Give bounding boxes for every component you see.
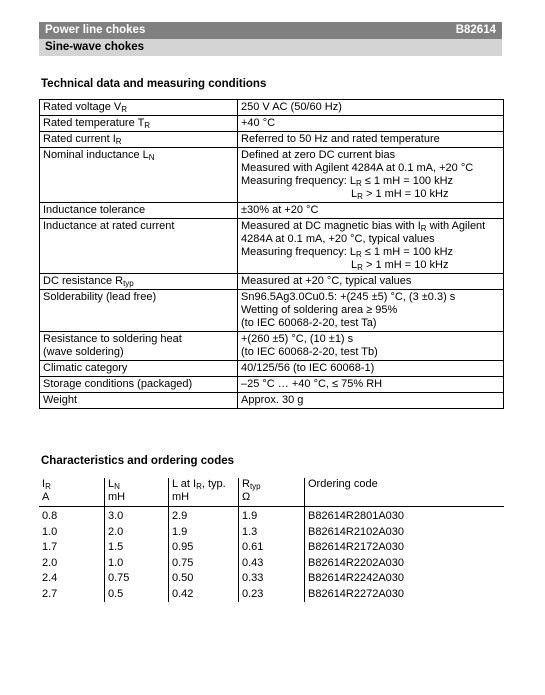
table-cell: 1.0: [42, 525, 58, 538]
table-cell: 2.0: [42, 556, 58, 569]
param-cell: Weight: [40, 393, 238, 409]
table-row: [40, 393, 504, 409]
table-cell: 0.23: [239, 587, 305, 603]
table-cell: 0.95: [169, 540, 239, 556]
param-cell: Rated voltage $V_R$: [40, 100, 238, 116]
table-row: [40, 274, 504, 290]
table-cell: B82614R2272A030: [305, 587, 505, 603]
table-row: [39, 556, 504, 572]
table-row: [40, 116, 504, 132]
value-cell: –25 °C … +40 °C, ≤ 75% RH: [238, 377, 504, 393]
col-header-ordering-code: Ordering code: [305, 478, 505, 507]
header-part-number: B82614: [455, 24, 496, 36]
header-subtitle: Sine-wave chokes: [45, 41, 145, 53]
table-row: [39, 571, 504, 587]
table-cell: 2.0: [105, 525, 169, 541]
col-header-ln: $L_N$ mH: [105, 478, 169, 507]
param-cell: Rated temperature $T_R$: [40, 116, 238, 132]
table-cell: B82614R2202A030: [305, 556, 505, 572]
header-category: Power line chokes: [45, 24, 146, 36]
value-cell: Approx. 30 g: [238, 393, 504, 409]
value-cell: Measured at DC magnetic bias with $I_R$ with Agilent 4284A at 0.1 mA, +20 °C, typical values Measuring frequency: $L_R \le 1$ mH = 100 kHz $L_R > 1$ mH = 10 kHz: [238, 219, 504, 274]
value-cell: Defined at zero DC current bias Measured with Agilent 4284A at 0.1 mA, +20 °C Measuring frequency: $L_R \le 1$ mH = 100 kHz $L_R > 1$ mH = 10 kHz: [238, 148, 504, 203]
table-cell: 1.0: [105, 556, 169, 572]
table-cell: 0.75: [169, 556, 239, 572]
table-cell: B82614R2102A030: [305, 525, 505, 541]
col-header-rtyp: $R_{typ}$ Ω: [239, 478, 305, 507]
table-row: [39, 587, 504, 603]
table-cell: 0.33: [239, 571, 305, 587]
table-cell: 0.61: [239, 540, 305, 556]
value-cell: Sn96.5Ag3.0Cu0.5: +(245 ±5) °C, (3 ±0.3) s Wetting of soldering area ≥ 95% (to IEC 60068-2-20, test Ta): [238, 290, 504, 332]
tech-table: [39, 99, 504, 409]
value-cell: Referred to 50 Hz and rated temperature: [238, 132, 504, 148]
table-row: [40, 132, 504, 148]
param-cell: Climatic category: [40, 361, 238, 377]
value-cell: Measured at +20 °C, typical values: [238, 274, 504, 290]
col-header-ir: $I_R$ A: [39, 478, 105, 507]
value-cell: 250 V AC (50/60 Hz): [238, 100, 504, 116]
table-row: [40, 361, 504, 377]
table-cell: 1.9: [239, 507, 305, 525]
col-header-l-at-ir: L at $I_R$, typ. mH: [169, 478, 239, 507]
subheader-bar: [39, 39, 502, 56]
table-row: [39, 507, 504, 525]
table-cell: 0.8: [42, 510, 58, 522]
table-cell: 3.0: [105, 507, 169, 525]
table-cell: 1.9: [169, 525, 239, 541]
table-row: [40, 100, 504, 116]
table-cell: 0.43: [239, 556, 305, 572]
tech-heading: Technical data and measuring conditions: [41, 78, 267, 90]
table-cell: 2.4: [42, 572, 58, 584]
table-row: [40, 377, 504, 393]
chars-heading: Characteristics and ordering codes: [41, 455, 235, 467]
value-cell: +40 °C: [238, 116, 504, 132]
table-cell: 2.7: [42, 587, 58, 600]
param-cell: DC resistance $R_{typ}$: [40, 274, 238, 290]
table-cell: B82614R2172A030: [305, 540, 505, 556]
param-cell: Resistance to soldering heat (wave soldering): [40, 332, 238, 361]
table-cell: 0.42: [169, 587, 239, 603]
header-bar: [39, 22, 502, 39]
chars-table: [39, 478, 504, 602]
table-cell: 0.50: [169, 571, 239, 587]
table-cell: 0.5: [105, 587, 169, 603]
table-row: [39, 540, 504, 556]
table-row: [40, 219, 504, 274]
value-cell: ±30% at +20 °C: [238, 203, 504, 219]
table-cell: 1.3: [239, 525, 305, 541]
value-cell: 40/125/56 (to IEC 60068-1): [238, 361, 504, 377]
table-row: [40, 203, 504, 219]
param-cell: Rated current $I_R$: [40, 132, 238, 148]
value-cell: +(260 ±5) °C, (10 ±1) s (to IEC 60068-2-20, test Tb): [238, 332, 504, 361]
table-row: [39, 525, 504, 541]
table-row: [40, 290, 504, 332]
table-cell: 0.75: [105, 571, 169, 587]
param-cell: Storage conditions (packaged): [40, 377, 238, 393]
table-header-row: [39, 478, 504, 507]
param-cell: Inductance tolerance: [40, 203, 238, 219]
table-cell: B82614R2801A030: [305, 507, 505, 525]
table-cell: 2.9: [169, 507, 239, 525]
param-cell: Inductance at rated current: [40, 219, 238, 274]
table-row: [40, 332, 504, 361]
table-cell: 1.5: [105, 540, 169, 556]
table-row: [40, 148, 504, 203]
param-cell: Solderability (lead free): [40, 290, 238, 332]
param-cell: Nominal inductance $L_N$: [40, 148, 238, 203]
table-cell: 1.7: [42, 541, 58, 553]
table-cell: B82614R2242A030: [305, 571, 505, 587]
